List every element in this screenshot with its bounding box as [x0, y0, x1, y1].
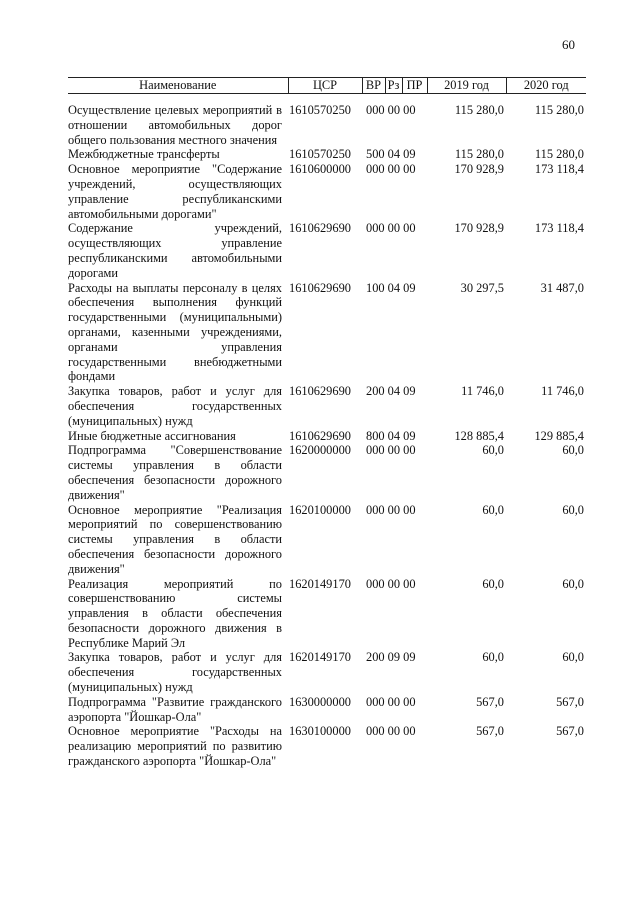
row-2020-value: 60,0 — [562, 576, 584, 591]
row-csr-cell: 1630000000 — [289, 694, 351, 709]
row-codes-cell: 000 00 00 — [366, 162, 416, 177]
row-csr-cell: 1610629690 — [289, 384, 351, 399]
row-csr-cell: 1620149170 — [289, 576, 351, 591]
row-codes-cell: 500 04 09 — [366, 147, 416, 162]
table-body — [68, 94, 586, 769]
row-2020-value: 115 280,0 — [534, 103, 584, 117]
row-2020-value: 173 118,4 — [534, 221, 584, 236]
column-header-csr: ЦСР — [288, 78, 362, 94]
row-csr-cell: 1620149170 — [289, 650, 351, 665]
row-name-cell: Межбюджетные трансферты — [68, 147, 220, 162]
table-row — [68, 503, 586, 577]
table-row — [68, 384, 586, 428]
column-header-rz: Рз — [385, 78, 402, 94]
row-2019-value: 60,0 — [482, 576, 504, 591]
budget-table — [68, 77, 586, 769]
row-2020-value: 60,0 — [562, 443, 584, 458]
row-2019-value: 170 928,9 — [454, 162, 504, 177]
column-header-2019: 2019 год — [427, 78, 506, 94]
row-csr-cell: 1610600000 — [289, 162, 351, 177]
row-csr-cell: 1610629690 — [289, 221, 351, 236]
row-csr-cell: 1610629690 — [289, 280, 351, 295]
row-2019-value: 170 928,9 — [454, 221, 504, 236]
row-2020-value: 567,0 — [556, 694, 584, 709]
row-csr-cell: 1610629690 — [289, 428, 351, 443]
row-2020-value: 173 118,4 — [534, 162, 584, 177]
row-2020-value: 11 746,0 — [541, 384, 584, 399]
table-row — [68, 724, 586, 768]
row-codes-cell: 000 00 00 — [366, 103, 416, 117]
column-header-vr: ВР — [362, 78, 385, 94]
row-2019-value: 30 297,5 — [460, 280, 504, 295]
row-codes-cell: 000 00 00 — [366, 694, 416, 709]
table-row — [68, 695, 586, 725]
row-name-cell: Расходы на выплаты персоналу в целях обеспечения выполнения функций государственными (муниципальными) органами, казенными учреждениями, органами управления государственными внебюджетными фондами — [68, 280, 282, 384]
row-name-cell: Подпрограмма "Совершенствование системы управления в области обеспечения безопасности дорожного движения" — [68, 443, 282, 502]
row-codes-cell: 000 00 00 — [366, 502, 416, 517]
row-2019-value: 60,0 — [482, 650, 504, 665]
table-row — [68, 147, 586, 162]
row-2020-value: 31 487,0 — [540, 280, 584, 295]
row-codes-cell: 800 04 09 — [366, 428, 416, 443]
table-row — [68, 221, 586, 280]
row-name-cell: Реализация мероприятий по совершенствованию системы управления в области обеспечения безопасности дорожного движения в Республике Марий Эл — [68, 576, 282, 650]
row-csr-cell: 1620000000 — [289, 443, 351, 458]
row-2019-value: 11 746,0 — [461, 384, 504, 399]
row-2020-value: 115 280,0 — [534, 147, 584, 162]
table-header-row — [68, 78, 586, 94]
table-row — [68, 650, 586, 694]
row-name-cell: Подпрограмма "Развитие гражданского аэропорта "Йошкар-Ола" — [68, 694, 282, 724]
row-2019-value: 60,0 — [482, 443, 504, 458]
row-name-cell: Закупка товаров, работ и услуг для обеспечения государственных (муниципальных) нужд — [68, 384, 282, 428]
row-name-cell: Осуществление целевых мероприятий в отношении автомобильных дорог общего пользования местного значения — [68, 103, 282, 147]
row-2020-value: 60,0 — [562, 650, 584, 665]
row-name-cell: Основное мероприятие "Реализация мероприятий по совершенствованию системы управления в области обеспечения безопасности дорожного движения" — [68, 502, 282, 576]
row-codes-cell: 000 00 00 — [366, 576, 416, 591]
row-name-cell: Основное мероприятие "Содержание учреждений, осуществляющих управление республиканскими автомобильными дорогами" — [68, 162, 282, 221]
table-row — [68, 443, 586, 502]
row-name-cell: Содержание учреждений, осуществляющих управление республиканскими автомобильными дорогами — [68, 221, 282, 280]
row-codes-cell: 000 00 00 — [366, 443, 416, 458]
column-header-2020: 2020 год — [506, 78, 586, 94]
row-2019-value: 60,0 — [482, 502, 504, 517]
row-2020-value: 129 885,4 — [534, 428, 584, 443]
row-2020-value: 567,0 — [556, 724, 584, 739]
table-row — [68, 577, 586, 651]
row-codes-cell: 200 04 09 — [366, 384, 416, 399]
row-codes-cell: 100 04 09 — [366, 280, 416, 295]
table-row — [68, 94, 586, 148]
table-row — [68, 429, 586, 444]
row-2019-value: 567,0 — [476, 694, 504, 709]
page-number: 60 — [562, 37, 575, 52]
table-row — [68, 162, 586, 221]
row-2019-value: 567,0 — [476, 724, 504, 739]
row-name-cell: Иные бюджетные ассигнования — [68, 428, 236, 443]
row-2019-value: 115 280,0 — [454, 147, 504, 162]
row-codes-cell: 000 00 00 — [366, 724, 416, 739]
row-codes-cell: 200 09 09 — [366, 650, 416, 665]
row-2019-value: 128 885,4 — [454, 428, 504, 443]
row-name-cell: Основное мероприятие "Расходы на реализацию мероприятий по развитию гражданского аэропорта "Йошкар-Ола" — [68, 724, 282, 769]
column-header-name: Наименование — [68, 78, 288, 94]
row-csr-cell: 1610570250 — [289, 103, 351, 117]
row-name-cell: Закупка товаров, работ и услуг для обеспечения государственных (муниципальных) нужд — [68, 650, 282, 695]
row-2019-value: 115 280,0 — [454, 103, 504, 117]
row-2020-value: 60,0 — [562, 502, 584, 517]
table-row — [68, 281, 586, 385]
row-csr-cell: 1610570250 — [289, 147, 351, 162]
row-codes-cell: 000 00 00 — [366, 221, 416, 236]
column-header-pr: ПР — [402, 78, 427, 94]
row-csr-cell: 1630100000 — [289, 724, 351, 739]
row-csr-cell: 1620100000 — [289, 502, 351, 517]
